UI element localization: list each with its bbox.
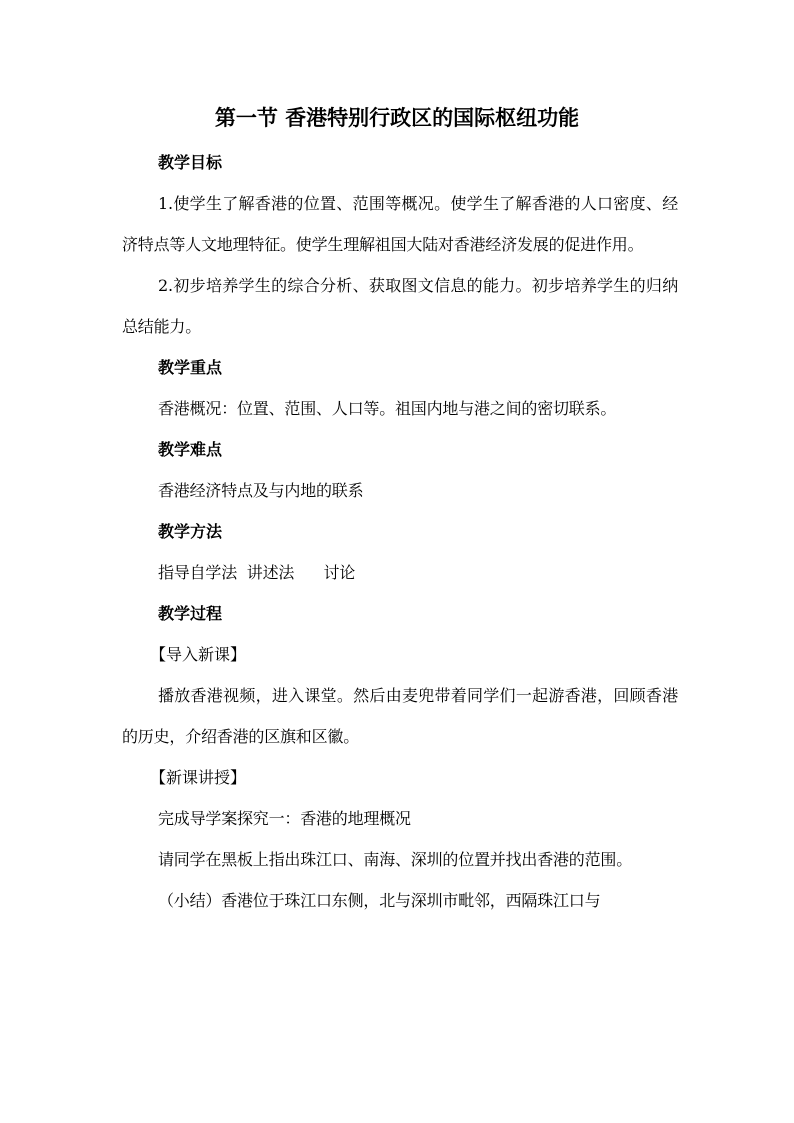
document-title: 第一节 香港特别行政区的国际枢纽功能 bbox=[214, 106, 580, 130]
summary-text: （小结）香港位于珠江口东侧，北与深圳市毗邻，西隔珠江口与 bbox=[158, 891, 601, 910]
difficulties-text: 香港经济特点及与内地的联系 bbox=[158, 481, 364, 500]
methods-text: 指导自学法 讲述法 讨论 bbox=[158, 563, 356, 582]
intro-label: 【导入新课】 bbox=[150, 645, 247, 664]
objectives-heading: 教学目标 bbox=[158, 153, 223, 172]
intro-text: 播放香港视频，进入课堂。然后由麦兜带着同学们一起游香港，回顾香港的历史，介绍香港的区旗和区徽。 bbox=[122, 686, 678, 746]
objective-item-2: 2.初步培养学生的综合分析、获取图文信息的能力。初步培养学生的归纳总结能力。 bbox=[122, 276, 678, 336]
task-text: 请同学在黑板上指出珠江口、南海、深圳的位置并找出香港的范围。 bbox=[158, 850, 633, 869]
objective-item-1: 1.使学生了解香港的位置、范围等概况。使学生了解香港的人口密度、经济特点等人文地理特征。使学生理解祖国大陆对香港经济发展的促进作用。 bbox=[122, 194, 678, 254]
key-points-heading: 教学重点 bbox=[158, 358, 223, 377]
explore-1-text: 完成导学案探究一：香港的地理概况 bbox=[158, 809, 411, 828]
key-points-text: 香港概况：位置、范围、人口等。祖国内地与港之间的密切联系。 bbox=[158, 399, 617, 418]
process-heading: 教学过程 bbox=[158, 604, 223, 623]
methods-heading: 教学方法 bbox=[158, 522, 223, 541]
new-lesson-label: 【新课讲授】 bbox=[150, 768, 247, 787]
document-body bbox=[122, 142, 678, 921]
difficulties-heading: 教学难点 bbox=[158, 440, 223, 459]
